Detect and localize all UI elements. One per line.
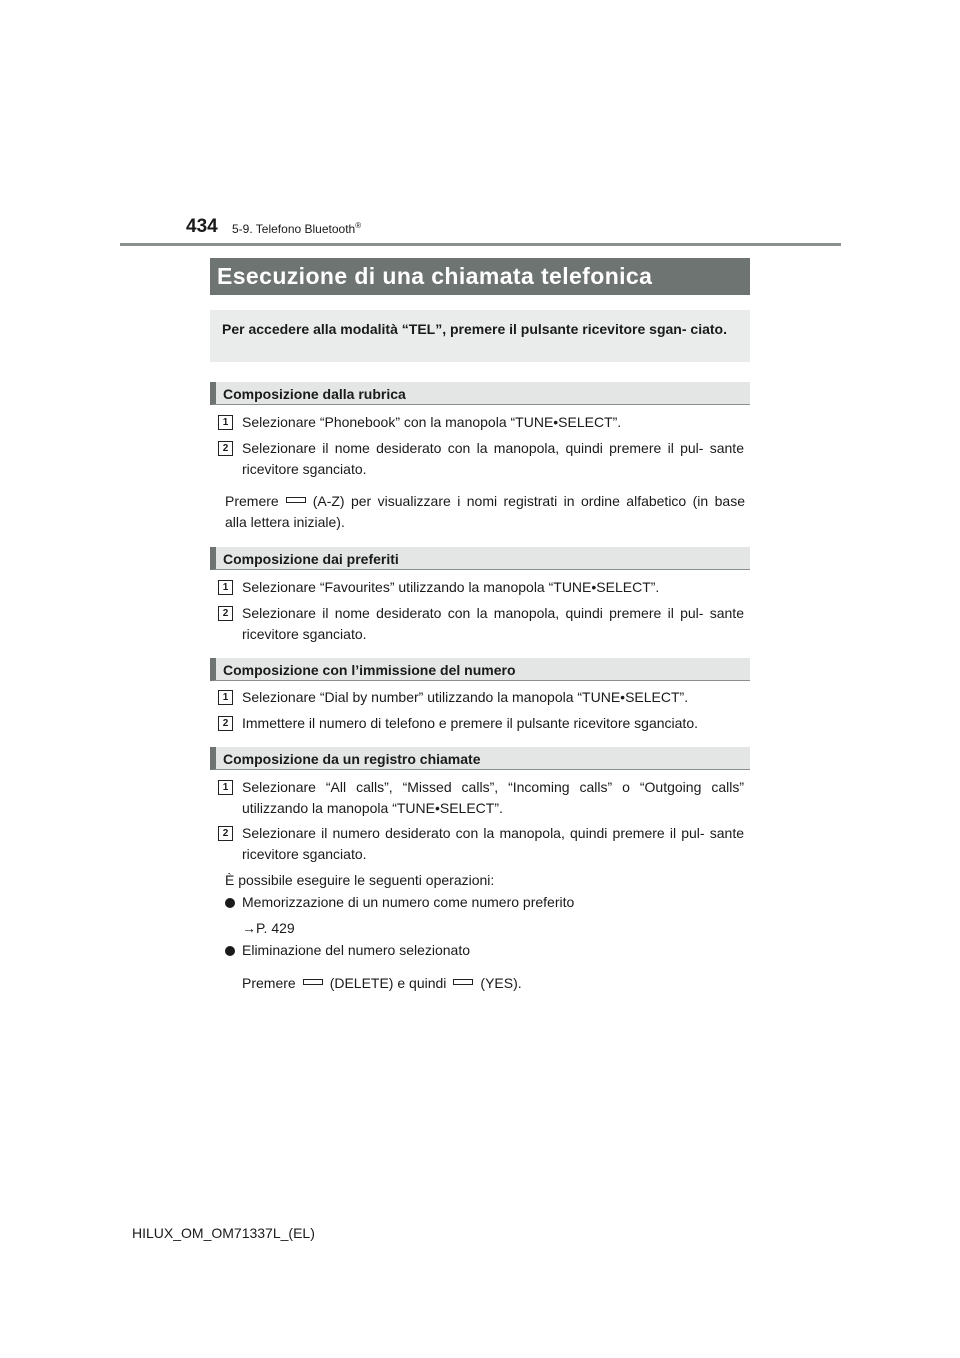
step-badge: 2 — [218, 826, 233, 841]
bullet-text: Eliminazione del numero selezionato — [242, 942, 471, 958]
az-note-after: (A-Z) per visualizzare i nomi registrati in ordine alfabetico (in base alla lettera iniziale). — [225, 493, 745, 530]
az-note — [225, 491, 745, 533]
section-label — [232, 221, 361, 236]
section-label-text: 5-9. Telefono Bluetooth — [232, 222, 356, 236]
step-badge: 2 — [218, 606, 233, 621]
page-number: 434 — [186, 216, 218, 237]
step-text: Selezionare “Dial by number” utilizzando la manopola “TUNE•SELECT”. — [242, 689, 689, 705]
step-badge: 1 — [218, 780, 233, 795]
delete-before: Premere — [242, 975, 296, 991]
step-text: Selezionare “Favourites” utilizzando la manopola “TUNE•SELECT”. — [242, 579, 660, 595]
header-rule — [120, 243, 841, 246]
intro-box: Per accedere alla modalità “TEL”, premere il pulsante ricevitore sgan- ciato. — [210, 310, 750, 362]
registered-mark: ® — [355, 221, 362, 230]
step-badge: 1 — [218, 415, 233, 430]
step-text: Selezionare il nome desiderato con la manopola, quindi premere il pul- sante ricevitore sganciato. — [242, 440, 744, 477]
button-icon — [453, 979, 473, 985]
bullet-text: Memorizzazione di un numero come numero preferito — [242, 894, 575, 910]
subheading-dial-number: Composizione con l’immissione del numero — [210, 658, 750, 681]
step-text: Immettere il numero di telefono e premere il pulsante ricevitore sganciato. — [242, 715, 698, 731]
bullet-icon — [225, 898, 235, 908]
step-badge: 2 — [218, 441, 233, 456]
button-icon — [286, 497, 306, 503]
step-text: Selezionare “Phonebook” con la manopola “TUNE•SELECT”. — [242, 414, 622, 430]
step-text: Selezionare il numero desiderato con la manopola, quindi premere il pul- sante ricevitore sganciato. — [242, 825, 744, 862]
step-text: Selezionare il nome desiderato con la manopola, quindi premere il pul- sante ricevitore sganciato. — [242, 605, 744, 642]
step-badge: 1 — [218, 690, 233, 705]
delete-instruction — [242, 973, 744, 994]
delete-after: (YES). — [480, 975, 522, 991]
az-note-before: Premere — [225, 493, 279, 509]
delete-middle: (DELETE) e quindi — [329, 975, 447, 991]
page-reference: →P. 429 — [242, 920, 295, 936]
step-badge: 2 — [218, 716, 233, 731]
subheading-call-history: Composizione da un registro chiamate — [210, 747, 750, 770]
button-icon — [303, 979, 323, 985]
subheading-phonebook: Composizione dalla rubrica — [210, 382, 750, 405]
operations-intro: È possibile eseguire le seguenti operazioni: — [225, 872, 495, 888]
step-text: Selezionare “All calls”, “Missed calls”, “Incoming calls” o “Outgoing calls” utilizzando la manopola “TUNE•SELECT”. — [242, 779, 744, 816]
step-badge: 1 — [218, 580, 233, 595]
page-title: Esecuzione di una chiamata telefonica — [210, 258, 750, 295]
footer-code: HILUX_OM_OM71337L_(EL) — [132, 1225, 315, 1241]
subheading-favourites: Composizione dai preferiti — [210, 547, 750, 570]
bullet-icon — [225, 946, 235, 956]
